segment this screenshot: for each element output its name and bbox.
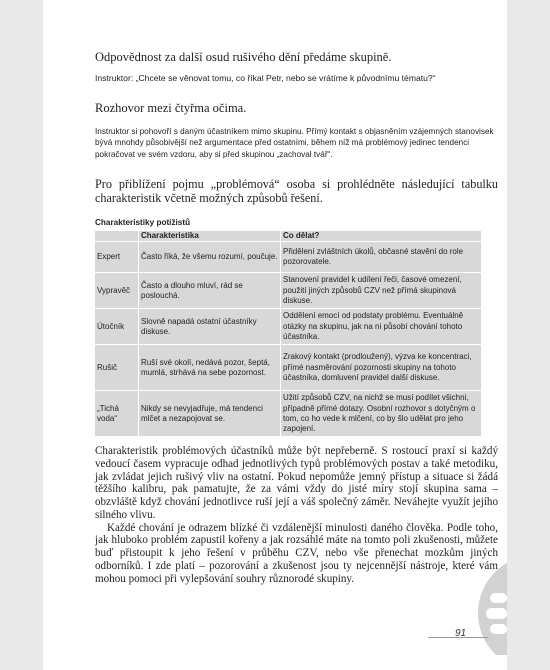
body-text: [95, 445, 498, 585]
instructor-quote: Instruktor: „Chcete se věnovat tomu, co říkal Petr, nebo se vrátíme k původnímu tématu?“: [95, 73, 436, 83]
table-row: [95, 242, 482, 273]
table-header-type: [95, 231, 139, 242]
row-type: „Tichá voda“: [95, 391, 139, 437]
row-characteristic: Často říká, že všemu rozumí, poučuje.: [139, 242, 281, 273]
table-header-row: [95, 231, 482, 242]
table-caption: Charakteristiky potížistů: [95, 218, 191, 227]
table-row: [95, 273, 482, 309]
row-type: Expert: [95, 242, 139, 273]
row-characteristic: Nikdy se nevyjadřuje, má tendenci mlčet a nezapojovat se.: [139, 391, 281, 437]
table-header-characteristic: Charakteristika: [139, 231, 281, 242]
row-action: Zrakový kontakt (prodloužený), výzva ke koncentraci, přímé nasměrování pozornosti skupiny na tohoto účastníka, domluvení pravidel další diskuse.: [281, 345, 482, 391]
paragraph-responsibility: Odpovědnost za další osud rušivého dění předáme skupině.: [95, 50, 392, 64]
row-action: Užití způsobů CZV, na nichž se musí podílet všichni, případně přímé dotazy. Osobní rozhovor s dotyčným o tom, co ho vede k mlčení, co by šlo udělat pro jeho zapojení.: [281, 391, 482, 437]
paragraph-table-intro: Pro přiblížení pojmu „problémová“ osoba si prohlédněte následující tabulku charakteristik včetně možných způsobů řešení.: [95, 177, 498, 205]
row-action: Oddělení emocí od podstaty problému. Eventuálně otázky na skupinu, jak na ni působí chování tohoto účastníka.: [281, 309, 482, 345]
row-type: Rušič: [95, 345, 139, 391]
paragraph-conversation-heading: Rozhovor mezi čtyřma očima.: [95, 101, 247, 115]
row-characteristic: Slovně napadá ostatní účastníky diskuse.: [139, 309, 281, 345]
table-header-action: Co dělat?: [281, 231, 482, 242]
row-type: Útočník: [95, 309, 139, 345]
row-characteristic: Často a dlouho mluví, rád se poslouchá.: [139, 273, 281, 309]
page-number: 91: [455, 628, 467, 639]
table-row: [95, 345, 482, 391]
books-icon: [478, 555, 507, 655]
page: [43, 0, 507, 670]
troublemakers-table: [94, 230, 482, 437]
paragraph-behavior: Každé chování je odrazem blízké či vzdálenější minulosti daného člověka. Podle toho, jak hluboko problém zapustil kořeny a jak rozsáhlé máte na tomto poli zkušenosti, můžete buď přistoupit k jeho řešení v průběhu CZV, nebo vše přenechat mozkům jiných odborníků. I zde platí – pozorování a zkušenost jsou ty nejcennější nástroje, které vám mohou pomoci při vylepšování souhry různorodé skupiny.: [95, 521, 498, 585]
table-row: [95, 309, 482, 345]
paragraph-private-talk: Instruktor si pohovoří s daným účastníkem mimo skupinu. Přímý kontakt s objasněním vzájemných stanovisek bývá mnohdy působivější než argumentace před ostatními, během níž má problémový jedinec tendenci pokračovat ve svém vzdoru, aby si před skupinou „zachoval tvář“.: [95, 127, 494, 159]
table-row: [95, 391, 482, 437]
row-action: Přidělení zvláštních úkolů, občasné stavění do role pozorovatele.: [281, 242, 482, 273]
row-type: Vypravěč: [95, 273, 139, 309]
row-action: Stanovení pravidel k udílení řeči, časové omezení, použití jiných způsobů CZV než přímá skupinová diskuse.: [281, 273, 482, 309]
row-characteristic: Ruší své okolí, nedává pozor, šeptá, mumlá, strhává na sebe pozornost.: [139, 345, 281, 391]
paragraph-characteristics: Charakteristik problémových účastníků může být nepřeberně. S rostoucí praxí si každý vedoucí časem vypracuje odhad jednotlivých typů problémových postav a také metodiku, jak zvládat jejich rušivý vliv na ostatní. Pokud nepomůže jemný přístup a situace si žádá těžšího kalibru, pak pamatujte, že za vámi vždy do jisté míry stojí skupina sama – obzvláště když chování jednotlivce ruší její a váš společný záměr. Neváhejte využít jejího silného vlivu.: [95, 445, 498, 521]
